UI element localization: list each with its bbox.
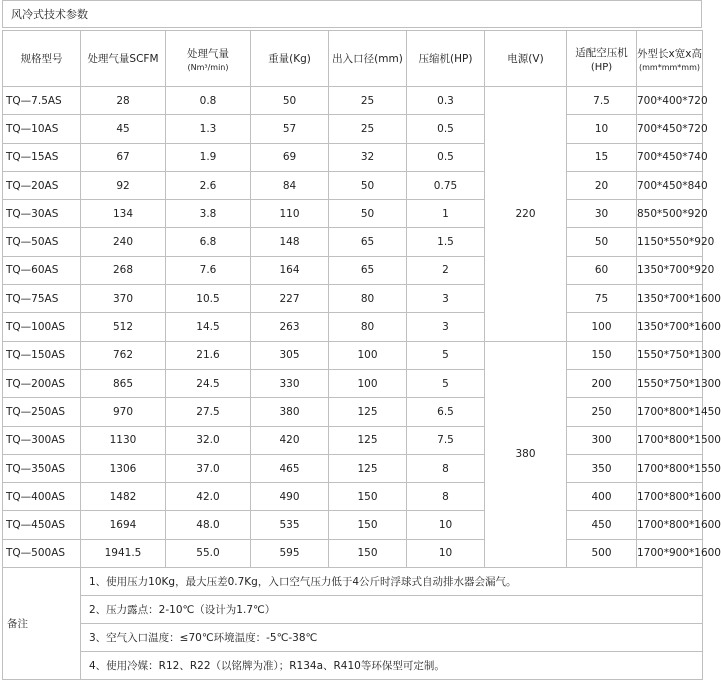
- cell-weight: 57: [251, 115, 329, 143]
- header-flow-label: 处理气量: [187, 47, 229, 60]
- cell-dims: 1350*700*1600: [637, 313, 703, 341]
- cell-model: TQ—20AS: [3, 171, 81, 199]
- cell-dims: 1350*700*920: [637, 256, 703, 284]
- table-row: [3, 256, 703, 284]
- cell-dims: 1550*750*1300: [637, 341, 703, 369]
- table-row: [3, 143, 703, 171]
- cell-weight: 535: [251, 511, 329, 539]
- cell-dims: 700*450*740: [637, 143, 703, 171]
- cell-port: 65: [329, 256, 407, 284]
- cell-flow: 14.5: [166, 313, 251, 341]
- table-row: [3, 87, 703, 115]
- cell-scfm: 1306: [81, 454, 166, 482]
- cell-compressor: 6.5: [407, 398, 485, 426]
- cell-weight: 164: [251, 256, 329, 284]
- cell-port: 80: [329, 285, 407, 313]
- cell-model: TQ—250AS: [3, 398, 81, 426]
- cell-compressor: 8: [407, 483, 485, 511]
- cell-match: 60: [567, 256, 637, 284]
- cell-match: 350: [567, 454, 637, 482]
- header-dims-unit: (mm*mm*mm): [639, 62, 700, 72]
- cell-compressor: 0.3: [407, 87, 485, 115]
- table-row: [3, 228, 703, 256]
- cell-match: 15: [567, 143, 637, 171]
- cell-scfm: 1130: [81, 426, 166, 454]
- table-row: [3, 539, 703, 567]
- cell-weight: 263: [251, 313, 329, 341]
- cell-model: TQ—200AS: [3, 369, 81, 397]
- cell-compressor: 3: [407, 313, 485, 341]
- cell-compressor: 10: [407, 511, 485, 539]
- cell-model: TQ—350AS: [3, 454, 81, 482]
- cell-compressor: 5: [407, 341, 485, 369]
- header-power: 电源(V): [485, 31, 567, 87]
- cell-scfm: 134: [81, 200, 166, 228]
- cell-model: TQ—60AS: [3, 256, 81, 284]
- header-row: [3, 31, 703, 87]
- cell-weight: 84: [251, 171, 329, 199]
- cell-flow: 21.6: [166, 341, 251, 369]
- cell-match: 50: [567, 228, 637, 256]
- cell-compressor: 10: [407, 539, 485, 567]
- cell-dims: 700*450*840: [637, 171, 703, 199]
- cell-scfm: 28: [81, 87, 166, 115]
- cell-weight: 50: [251, 87, 329, 115]
- cell-scfm: 970: [81, 398, 166, 426]
- cell-model: TQ—7.5AS: [3, 87, 81, 115]
- header-weight: 重量(Kg): [251, 31, 329, 87]
- cell-port: 25: [329, 115, 407, 143]
- header-flow-unit: (Nm³/min): [187, 62, 229, 72]
- cell-weight: 148: [251, 228, 329, 256]
- cell-model: TQ—15AS: [3, 143, 81, 171]
- table-row: [3, 426, 703, 454]
- cell-model: TQ—300AS: [3, 426, 81, 454]
- cell-dims: 1700*800*1550: [637, 454, 703, 482]
- table-row: [3, 369, 703, 397]
- cell-model: TQ—400AS: [3, 483, 81, 511]
- header-match-unit: (HP): [590, 61, 613, 73]
- cell-compressor: 8: [407, 454, 485, 482]
- cell-port: 25: [329, 87, 407, 115]
- note-item: 1、使用压力10Kg，最大压差0.7Kg，入口空气压力低于4公斤时浮球式自动排水器会漏气。: [81, 568, 703, 596]
- cell-weight: 110: [251, 200, 329, 228]
- cell-port: 50: [329, 171, 407, 199]
- table-row: [3, 341, 703, 369]
- cell-weight: 380: [251, 398, 329, 426]
- cell-match: 100: [567, 313, 637, 341]
- cell-compressor: 0.5: [407, 115, 485, 143]
- cell-model: TQ—100AS: [3, 313, 81, 341]
- cell-port: 150: [329, 483, 407, 511]
- cell-flow: 42.0: [166, 483, 251, 511]
- cell-match: 75: [567, 285, 637, 313]
- cell-port: 80: [329, 313, 407, 341]
- cell-model: TQ—30AS: [3, 200, 81, 228]
- cell-dims: 1150*550*920: [637, 228, 703, 256]
- cell-dims: 700*450*720: [637, 115, 703, 143]
- cell-port: 150: [329, 539, 407, 567]
- cell-dims: 1700*800*1500: [637, 426, 703, 454]
- cell-weight: 305: [251, 341, 329, 369]
- cell-match: 300: [567, 426, 637, 454]
- header-port: 出入口径(mm): [329, 31, 407, 87]
- table-row: [3, 454, 703, 482]
- cell-port: 150: [329, 511, 407, 539]
- cell-flow: 1.9: [166, 143, 251, 171]
- cell-flow: 55.0: [166, 539, 251, 567]
- cell-match: 250: [567, 398, 637, 426]
- cell-model: TQ—75AS: [3, 285, 81, 313]
- cell-dims: 1700*900*1600: [637, 539, 703, 567]
- cell-dims: 1550*750*1300: [637, 369, 703, 397]
- cell-weight: 330: [251, 369, 329, 397]
- cell-weight: 227: [251, 285, 329, 313]
- cell-flow: 7.6: [166, 256, 251, 284]
- cell-match: 500: [567, 539, 637, 567]
- header-match-label: 适配空压机: [575, 46, 628, 59]
- cell-model: TQ—10AS: [3, 115, 81, 143]
- cell-weight: 465: [251, 454, 329, 482]
- cell-dims: 1700*800*1450: [637, 398, 703, 426]
- header-scfm: 处理气量SCFM: [81, 31, 166, 87]
- cell-model: TQ—500AS: [3, 539, 81, 567]
- cell-scfm: 67: [81, 143, 166, 171]
- cell-match: 7.5: [567, 87, 637, 115]
- cell-match: 450: [567, 511, 637, 539]
- table-row: [3, 171, 703, 199]
- cell-scfm: 92: [81, 171, 166, 199]
- table-row: [3, 115, 703, 143]
- table-row: [3, 313, 703, 341]
- cell-scfm: 1482: [81, 483, 166, 511]
- cell-flow: 6.8: [166, 228, 251, 256]
- cell-weight: 69: [251, 143, 329, 171]
- header-compressor: 压缩机(HP): [407, 31, 485, 87]
- cell-dims: 850*500*920: [637, 200, 703, 228]
- cell-flow: 0.8: [166, 87, 251, 115]
- cell-dims: 1350*700*1600: [637, 285, 703, 313]
- cell-flow: 2.6: [166, 171, 251, 199]
- note-row: [3, 568, 703, 596]
- cell-flow: 10.5: [166, 285, 251, 313]
- cell-flow: 37.0: [166, 454, 251, 482]
- cell-scfm: 1941.5: [81, 539, 166, 567]
- cell-compressor: 2: [407, 256, 485, 284]
- table-row: [3, 285, 703, 313]
- note-row: [3, 652, 703, 680]
- cell-flow: 27.5: [166, 398, 251, 426]
- cell-scfm: 762: [81, 341, 166, 369]
- cell-dims: 1700*800*1600: [637, 511, 703, 539]
- cell-flow: 3.8: [166, 200, 251, 228]
- cell-match: 200: [567, 369, 637, 397]
- cell-weight: 595: [251, 539, 329, 567]
- page-title: 风冷式技术参数: [2, 0, 702, 28]
- cell-port: 125: [329, 426, 407, 454]
- header-model: 规格型号: [3, 31, 81, 87]
- cell-compressor: 0.75: [407, 171, 485, 199]
- note-item: 2、压力露点：2-10℃（设计为1.7℃）: [81, 596, 703, 624]
- table-row: [3, 398, 703, 426]
- header-dims-label: 外型长x宽x高: [637, 47, 702, 60]
- cell-scfm: 45: [81, 115, 166, 143]
- cell-match: 400: [567, 483, 637, 511]
- cell-flow: 1.3: [166, 115, 251, 143]
- cell-dims: 700*400*720: [637, 87, 703, 115]
- cell-weight: 420: [251, 426, 329, 454]
- cell-port: 125: [329, 398, 407, 426]
- note-item: 3、空气入口温度：≤70℃环境温度：-5℃-38℃: [81, 624, 703, 652]
- cell-model: TQ—50AS: [3, 228, 81, 256]
- cell-scfm: 268: [81, 256, 166, 284]
- cell-model: TQ—150AS: [3, 341, 81, 369]
- cell-port: 100: [329, 369, 407, 397]
- cell-compressor: 5: [407, 369, 485, 397]
- cell-port: 65: [329, 228, 407, 256]
- cell-compressor: 1: [407, 200, 485, 228]
- cell-compressor: 7.5: [407, 426, 485, 454]
- cell-match: 10: [567, 115, 637, 143]
- cell-compressor: 1.5: [407, 228, 485, 256]
- note-row: [3, 596, 703, 624]
- cell-scfm: 865: [81, 369, 166, 397]
- header-dims: [637, 31, 703, 87]
- cell-match: 30: [567, 200, 637, 228]
- note-item: 4、使用冷媒：R12、R22（以铭牌为准）；R134a、R410等环保型可定制。: [81, 652, 703, 680]
- cell-compressor: 3: [407, 285, 485, 313]
- cell-weight: 490: [251, 483, 329, 511]
- cell-scfm: 370: [81, 285, 166, 313]
- cell-model: TQ—450AS: [3, 511, 81, 539]
- spec-table: [2, 30, 721, 680]
- table-row: [3, 483, 703, 511]
- cell-scfm: 512: [81, 313, 166, 341]
- notes-label: 备注: [3, 568, 81, 680]
- cell-compressor: 0.5: [407, 143, 485, 171]
- cell-flow: 48.0: [166, 511, 251, 539]
- table-row: [3, 200, 703, 228]
- cell-port: 50: [329, 200, 407, 228]
- cell-port: 100: [329, 341, 407, 369]
- cell-flow: 32.0: [166, 426, 251, 454]
- header-flow: [166, 31, 251, 87]
- table-row: [3, 511, 703, 539]
- cell-power-group: 380: [485, 341, 567, 567]
- cell-match: 20: [567, 171, 637, 199]
- cell-scfm: 240: [81, 228, 166, 256]
- cell-scfm: 1694: [81, 511, 166, 539]
- cell-match: 150: [567, 341, 637, 369]
- note-row: [3, 624, 703, 652]
- cell-flow: 24.5: [166, 369, 251, 397]
- header-match: [567, 31, 637, 87]
- spec-table-body: [3, 87, 721, 680]
- cell-port: 125: [329, 454, 407, 482]
- cell-port: 32: [329, 143, 407, 171]
- cell-dims: 1700*800*1600: [637, 483, 703, 511]
- cell-power-group: 220: [485, 87, 567, 342]
